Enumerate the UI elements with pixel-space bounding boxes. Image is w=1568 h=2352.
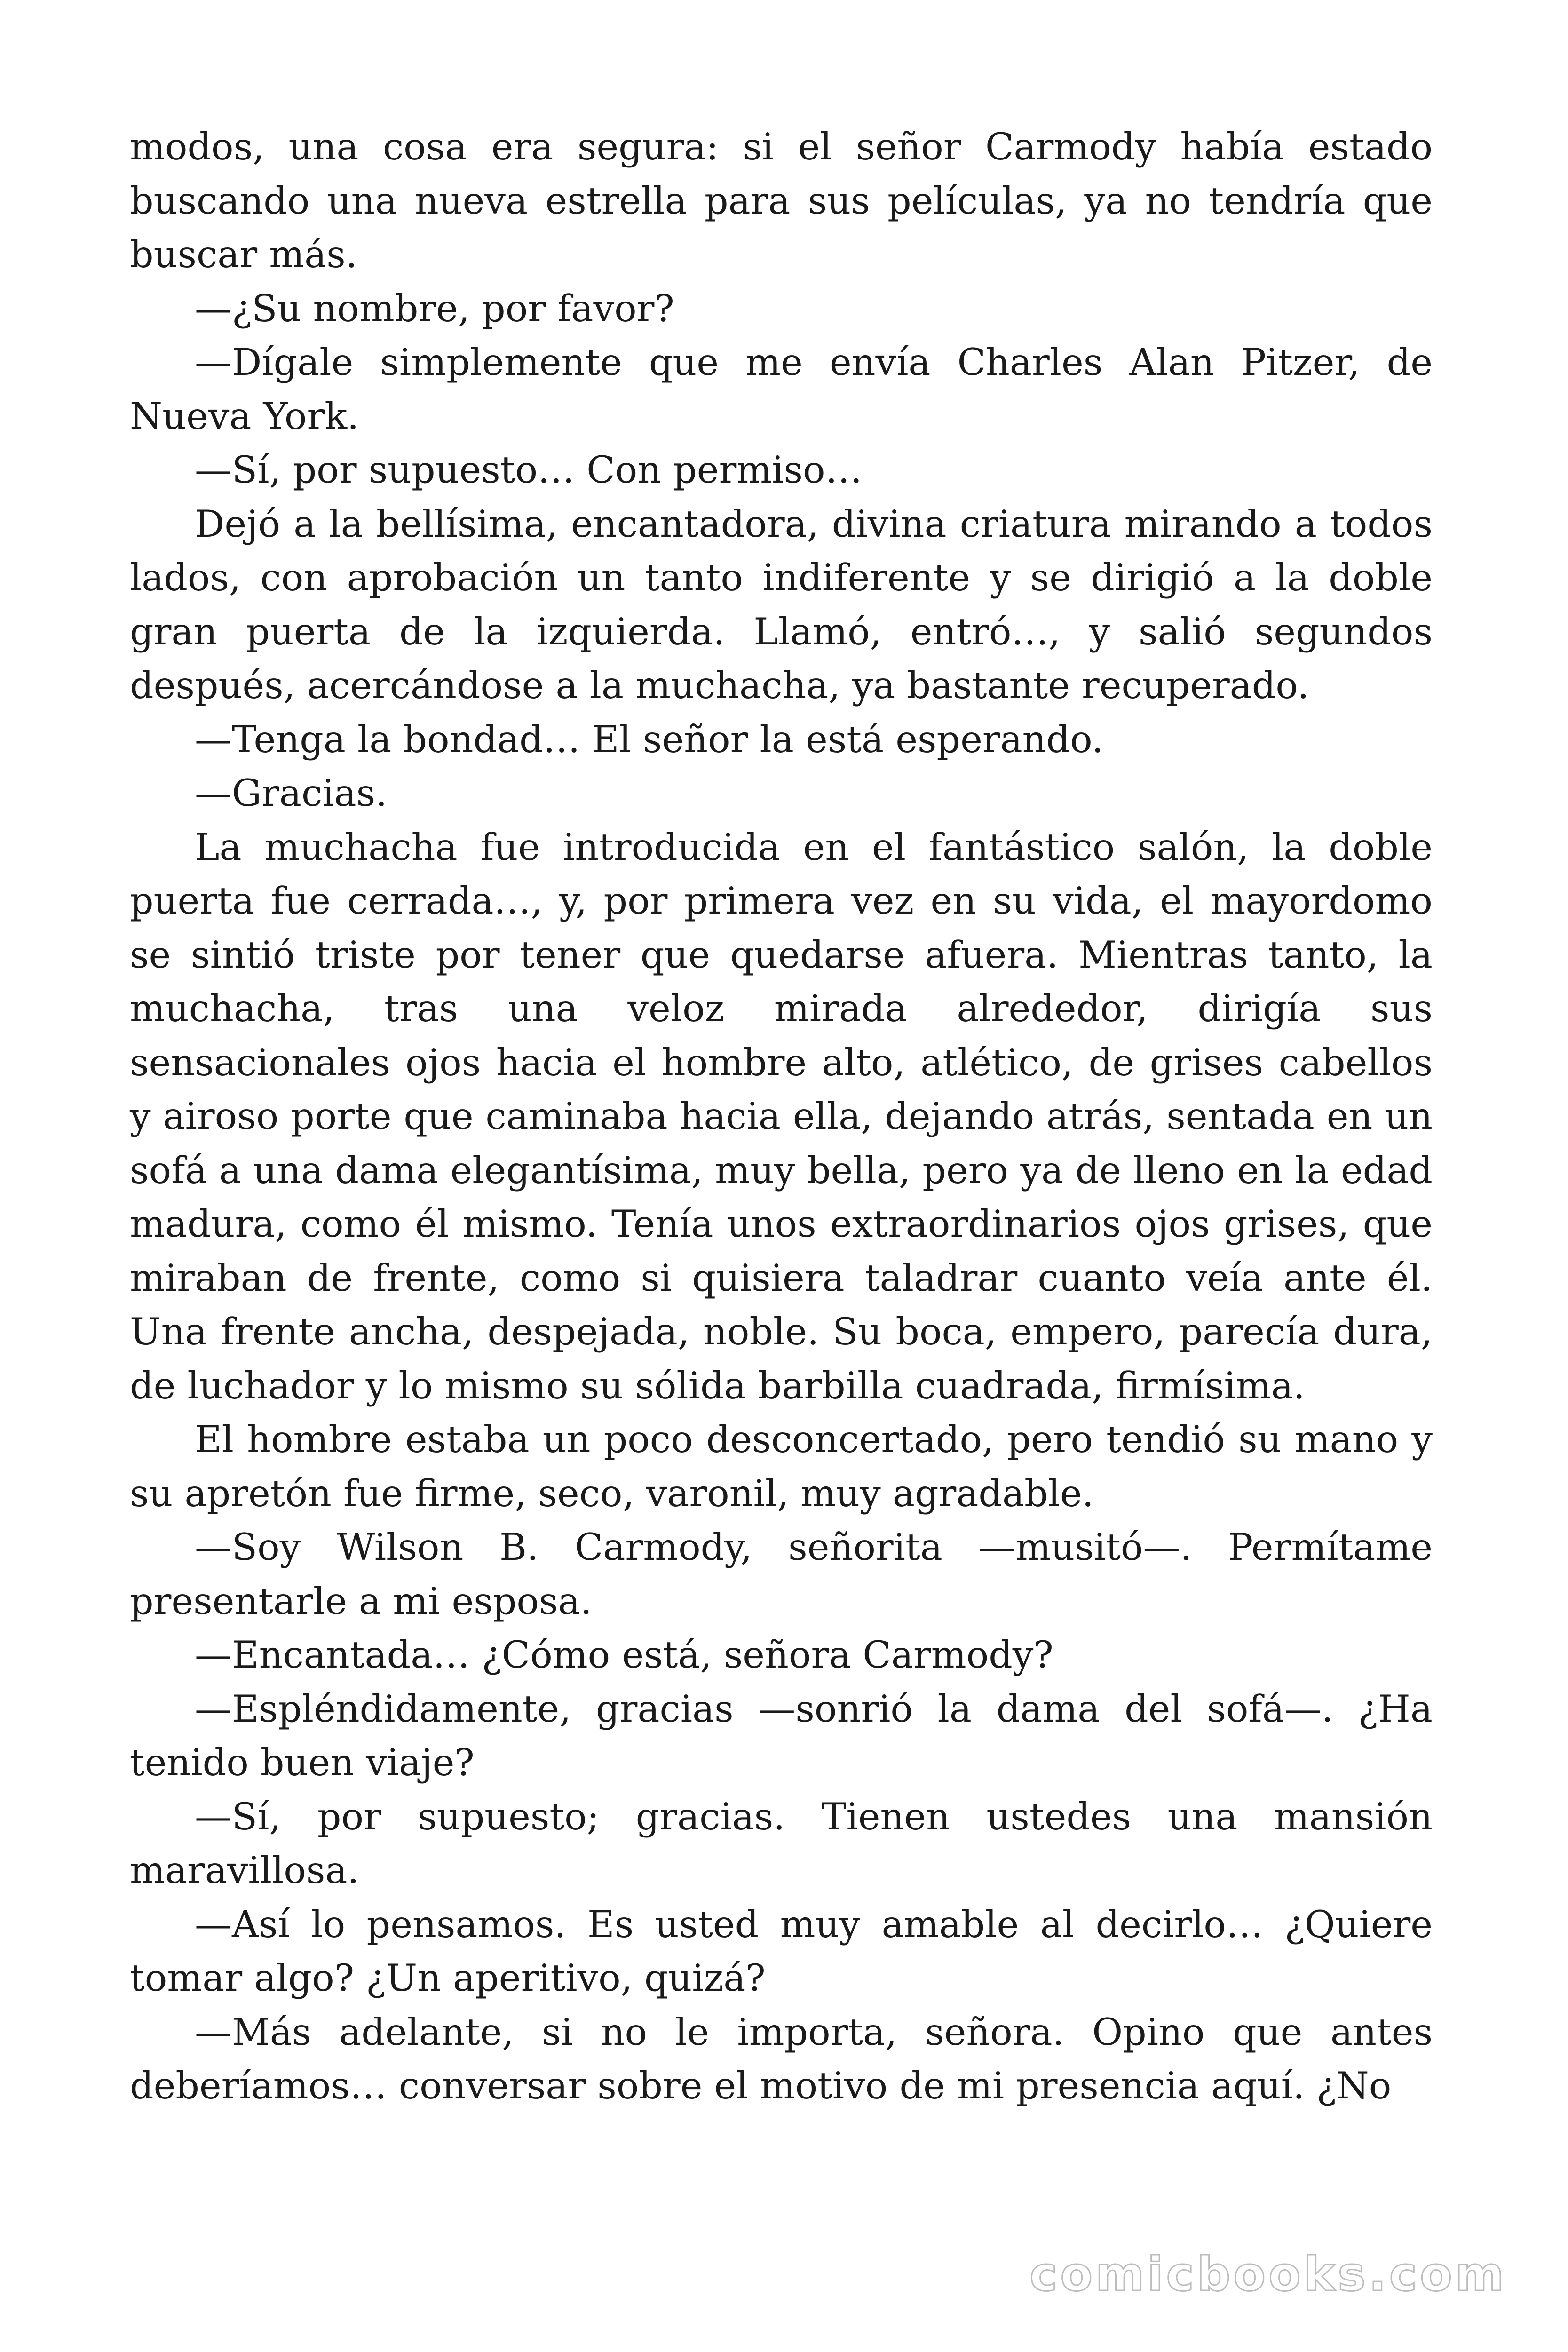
body-text (130, 120, 1433, 2113)
paragraph: —Espléndidamente, gracias —sonrió la dama del sofá—. ¿Ha tenido buen viaje? (130, 1687, 1433, 1784)
paragraph: —Gracias. (195, 771, 388, 815)
paragraph: El hombre estaba un poco desconcertado, pero tendió su mano y su apretón fue firme, seco, varonil, muy agradable. (130, 1418, 1433, 1515)
paragraph: modos, una cosa era segura: si el señor Carmody había estado buscando una nueva estrella para sus películas, ya no tendría que buscar más. (130, 125, 1433, 276)
paragraph: —Encantada… ¿Cómo está, señora Carmody? (195, 1633, 1053, 1677)
paragraph: —Más adelante, si no le importa, señora. Opino que antes deberíamos… conversar sobre el motivo de mi presencia aquí. ¿No (130, 2010, 1433, 2107)
paragraph: —¿Su nombre, por favor? (195, 286, 674, 330)
paragraph: —Dígale simplemente que me envía Charles Alan Pitzer, de Nueva York. (130, 341, 1433, 438)
paragraph: Dejó a la bellísima, encantadora, divina criatura mirando a todos lados, con aprobación un tanto indiferente y se dirigió a la doble gran puerta de la izquierda. Llamó, entró…, y salió segundos después, acercándose a la muchacha, ya bastante recuperado. (130, 502, 1433, 707)
paragraph: —Sí, por supuesto; gracias. Tienen ustedes una mansión maravillosa. (130, 1795, 1433, 1892)
watermark: comicbooks.com (1029, 2247, 1507, 2302)
paragraph: —Tenga la bondad… El señor la está esperando. (195, 717, 1104, 761)
paragraph: —Sí, por supuesto… Con permiso… (195, 448, 863, 492)
paragraph: —Así lo pensamos. Es usted muy amable al decirlo… ¿Quiere tomar algo? ¿Un aperitivo, quizá? (130, 1902, 1433, 2000)
paragraph: —Soy Wilson B. Carmody, señorita —musitó—. Permítame presentarle a mi esposa. (130, 1526, 1433, 1623)
paragraph: La muchacha fue introducida en el fantástico salón, la doble puerta fue cerrada…, y, por primera vez en su vida, el mayordomo se sintió triste por tener que quedarse afuera. Mientras tanto, la muchacha, tras una veloz mirada alrededor, dirigía sus sensacionales ojos hacia el hombre alto, atlético, de grises cabellos y airoso porte que caminaba hacia ella, dejando atrás, sentada en un sofá a una dama elegantísima, muy bella, pero ya de lleno en la edad madura, como él mismo. Tenía unos extraordinarios ojos grises, que miraban de frente, como si quisiera taladrar cuanto veía ante él. Una frente ancha, despejada, noble. Su boca, empero, parecía dura, de luchador y lo mismo su sólida barbilla cuadrada, firmísima. (130, 825, 1433, 1407)
